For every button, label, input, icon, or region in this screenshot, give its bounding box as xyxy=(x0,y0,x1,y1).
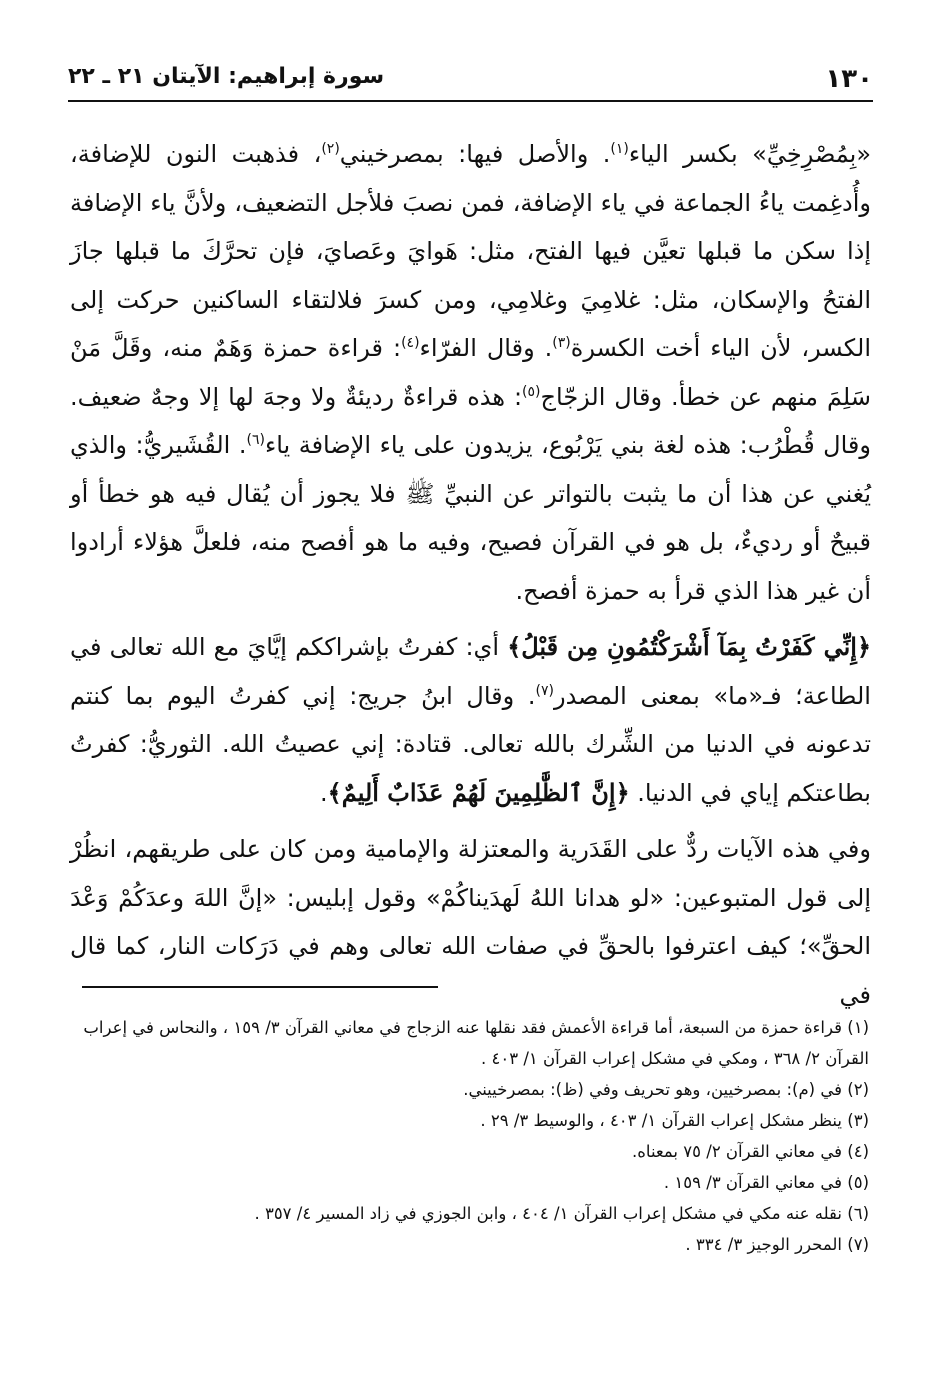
footnote-ref-6: (٦) xyxy=(246,432,265,448)
text-run: أي: كفرتُ بإشراككم إيَّايَ مع الله تعالى في الطاعة؛ فـ«ما» بمعنى المصدر xyxy=(70,633,871,710)
footnote-text: ينظر مشكل إعراب القرآن ١/ ٤٠٣ ، والوسيط ٣/ ٢٩ . xyxy=(480,1111,842,1130)
footnote-6 xyxy=(70,1198,869,1229)
paragraph-1 xyxy=(70,130,871,615)
footnote-text: قراءة حمزة من السبعة، أما قراءة الأعمش فقد نقلها عنه الزجاج في معاني القرآن ٣/ ١٥٩ ، والنحاس في إعراب القرآن ٢/ ٣٦٨ ، ومكي في مشكل إعراب القرآن ١/ ٤٠٣ . xyxy=(83,1018,869,1068)
footnote-number: (٧) xyxy=(847,1235,869,1254)
text-run: . xyxy=(320,778,328,807)
footnote-ref-5: (٥) xyxy=(522,383,541,400)
footnote-text: نقله عنه مكي في مشكل إعراب القرآن ١/ ٤٠٤ ، وابن الجوزي في زاد المسير ٤/ ٣٥٧ . xyxy=(254,1204,842,1223)
footnote-text: في معاني القرآن ٢/ ٧٥ بمعناه. xyxy=(632,1142,842,1161)
header-rule xyxy=(68,100,873,102)
footnote-1 xyxy=(70,1012,869,1074)
text-run: . وقال الفرّاء xyxy=(419,334,553,362)
footnote-ref-2: (٢) xyxy=(321,141,340,157)
text-run: . والأصل فيها: بمصرخيني xyxy=(339,140,611,168)
page-number: ١٣٠ xyxy=(825,64,873,94)
footnote-text: في (م): بمصرخيين، وهو تحريف وفي (ظ): بمصرخييني. xyxy=(463,1080,842,1099)
running-title: سورة إبراهيم: الآيتان ٢١ ـ ٢٢ xyxy=(68,64,385,89)
text-run: : قراءة حمزة وَهَمٌ منه، وقَلَّ مَنْ سَلِمَ منهم عن خطأ. وقال الزجّاج xyxy=(70,334,871,411)
text-run: : هذه قراءةٌ رديئةٌ ولا وجهَ لها إلا وجهٌ ضعيف. وقال قُطْرُب: هذه لغة بني يَرْبُوع، يزيدون على ياء الإضافة ياء xyxy=(70,382,871,459)
footnote-3 xyxy=(70,1105,869,1136)
footnote-separator xyxy=(82,986,438,988)
main-text xyxy=(70,130,871,1019)
footnote-ref-7: (٧) xyxy=(535,682,554,699)
text-run: ، فذهبت النون للإضافة، وأُدغِمت ياءُ الجماعة في ياء الإضافة، فمن نصبَ فلأجل التضعيف، ولأنَّ ياء الإضافة إذا سكن ما قبلها تعيَّن فيها الفتح، مثل: هَوايَ وعَصايَ، فإن تحرَّكَ ما قبلها جازَ الفتحُ والإسكان، مثل: غلامِيَ وغلامِي، ومن كسرَ فلالتقاء الساكنين حركت إلى الكسر، لأن الياء أخت الكسرة xyxy=(70,140,871,362)
page-header xyxy=(68,58,873,102)
footnote-5 xyxy=(70,1167,869,1198)
footnote-number: (٥) xyxy=(847,1173,869,1192)
text-run: «بِمُصْرِخِيِّ» بكسر الياء xyxy=(628,140,871,168)
paragraph-2 xyxy=(70,623,871,817)
footnote-ref-3: (٣) xyxy=(552,335,571,351)
quran-verse-1: إِنِّي كَفَرْتُ بِمَآ أَشْرَكْتُمُونِ مِن قَبْلُ xyxy=(521,632,857,661)
quran-close-bracket: ﴾ xyxy=(507,633,522,661)
footnote-number: (٢) xyxy=(847,1080,869,1099)
quran-verse-2: إِنَّ ٱلظَّٰلِمِينَ لَهُمْ عَذَابٌ أَلِيمٌ xyxy=(341,777,616,807)
footnotes xyxy=(70,1012,869,1260)
footnote-text: في معاني القرآن ٣/ ١٥٩ . xyxy=(663,1173,842,1192)
footnote-number: (١) xyxy=(847,1018,869,1037)
quran-open-bracket: ﴿ xyxy=(615,778,630,807)
footnote-7 xyxy=(70,1229,869,1260)
text-run: . القُشَيريُّ: والذي يُغني عن هذا أن ما يثبت بالتواتر عن النبيِّ ﷺ فلا يجوز أن يُقال فيه هو خطأ أو قبيحٌ أو رديءٌ، بل هو في القرآن فصيح، وفيه ما هو أفصح منه، فلعلَّ هؤلاء أرادوا أن غير هذا الذي قرأ به حمزة أفصح. xyxy=(70,431,871,605)
quran-open-bracket: ﴿ xyxy=(856,633,872,661)
footnote-number: (٦) xyxy=(847,1204,869,1223)
quran-close-bracket: ﴾ xyxy=(327,778,342,807)
footnote-4 xyxy=(70,1136,869,1167)
footnote-number: (٣) xyxy=(847,1111,869,1130)
footnote-text: المحرر الوجيز ٣/ ٣٣٤ . xyxy=(685,1235,842,1254)
footnote-ref-1: (١) xyxy=(610,141,629,157)
paragraph-3: وفي هذه الآيات ردٌّ على القَدَرية والمعتزلة والإمامية ومن كان على طريقهم، انظُرْ إلى قول المتبوعين: «لو هدانا اللهُ لَهدَيناكُمْ» وقول إبليس: «إنَّ اللهَ وعدَكُمْ وَعْدَ الحقِّ»؛ كيف اعترفوا بالحقِّ في صفات الله تعالى وهم في دَرَكات النار، كما قال في xyxy=(70,835,871,1009)
footnote-number: (٤) xyxy=(847,1142,869,1161)
footnote-2 xyxy=(70,1074,869,1105)
footnote-ref-4: (٤) xyxy=(401,335,420,351)
text-run: . وقال ابنُ جريج: إني كفرتُ اليوم بما كنتم تدعونه في الدنيا من الشِّرك بالله تعالى. قتادة: إني عصيتُ الله. الثوريُّ: كفرتُ بطاعتكم إياي في الدنيا. xyxy=(70,681,871,807)
